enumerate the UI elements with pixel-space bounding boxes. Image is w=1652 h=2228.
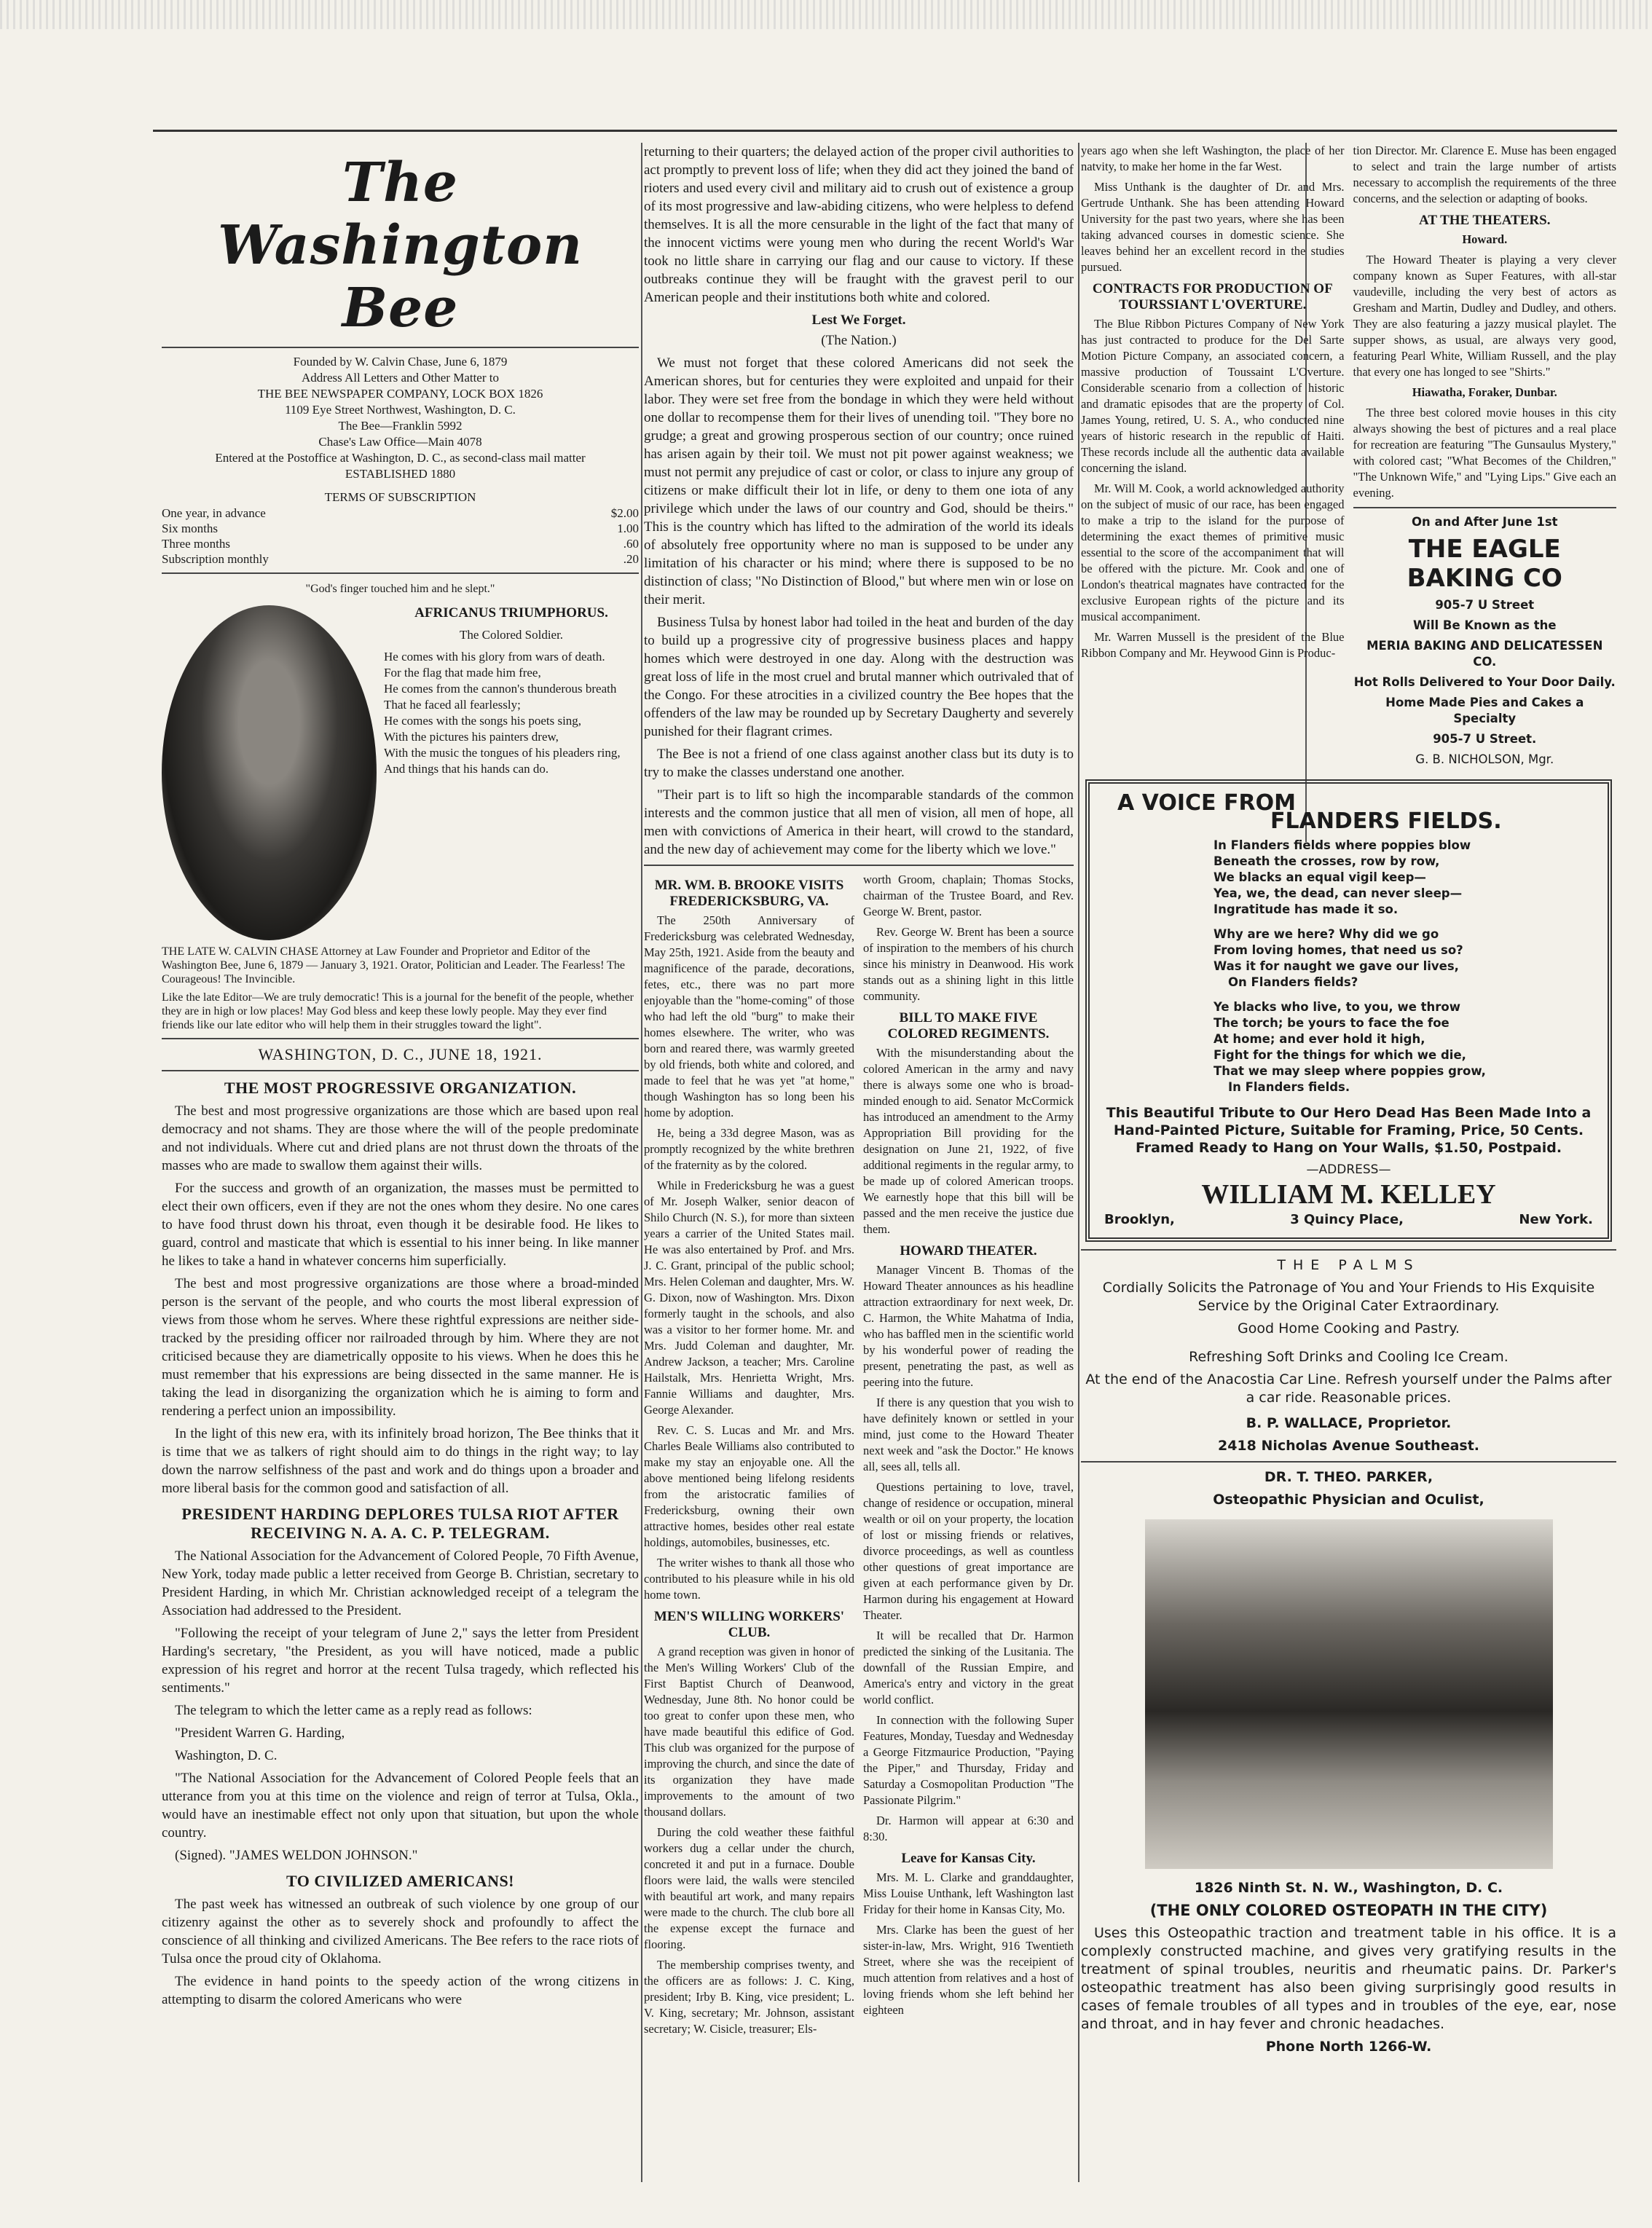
terms-amount: $2.00 <box>610 506 639 520</box>
parker-subtitle: Osteopathic Physician and Oculist, <box>1213 1492 1484 1508</box>
paragraph: Rev. George W. Brent has been a source of inspiration to the members of his church since his ministry in Deanwood. His work stands out as a shining light in this little community. <box>863 925 1074 1003</box>
paragraph: worth Groom, chaplain; Thomas Stocks, chairman of the Trustee Board, and Rev. George W. Brent, pastor. <box>863 873 1074 918</box>
poem-title: AFRICANUS TRIUMPHORUS. <box>414 605 608 621</box>
paragraph: Manager Vincent B. Thomas of the Howard Theater announces as his headline attraction extraordinary for next week, Dr. C. Harmon, the White Mahatma of India, who has baffled men in the scientific world by his wonderful power of reading the present, penetrating the past, as well as peering into the future. <box>863 1263 1074 1389</box>
verse-line: That we may sleep where poppies grow, <box>1214 1064 1486 1078</box>
masthead-title: The Washington Bee <box>217 151 583 339</box>
verse-line: Beneath the crosses, row by row, <box>1214 854 1440 868</box>
flanders-ad <box>1085 779 1612 1242</box>
bakery-address: 905-7 U Street <box>1435 598 1535 612</box>
poem-line: For the flag that made him free, <box>384 666 541 680</box>
paragraph: "Following the receipt of your telegram of June 2," says the letter from President Harding's secretary, "the President, as you will have noticed, made a public expression of his regret and horror at the recent Tulsa tragedy, which reflected his sentiments." <box>162 1626 639 1696</box>
parker-address: 1826 Ninth St. N. W., Washington, D. C. <box>1194 1880 1503 1896</box>
verse-line: At home; and ever hold it high, <box>1214 1032 1425 1046</box>
masthead-street: 1109 Eye Street Northwest, Washington, D. C. <box>285 403 516 417</box>
bakery-manager: G. B. NICHOLSON, Mgr. <box>1415 752 1554 766</box>
subheadline-howard: Howard. <box>1462 232 1508 246</box>
paragraph: The writer wishes to thank all those who contributed to his pleasure while in his old home town. <box>644 1556 854 1602</box>
flanders-title-2: FLANDERS FIELDS. <box>1270 808 1502 834</box>
paragraph: The past week has witnessed an outbreak of such violence by one group of our citizenry against the other as to severely shock and profoundly to affect the conscience of all thinking and civilized Americans. The Bee refers to the race riots of Tulsa once the proud city of Oklahoma. <box>162 1897 639 1967</box>
column-1 <box>162 143 639 2175</box>
paragraph: Mrs. M. L. Clarke and granddaughter, Miss Louise Unthank, left Washington last Friday for their home in Kansas City, Mo. <box>863 1870 1074 1916</box>
masthead-law-office: Chase's Law Office—Main 4078 <box>318 435 482 449</box>
editor-motto: Like the late Editor—We are truly democratic! This is a journal for the benefit of the people, whether they are in high or low places! May God bless and keep these lowly people. May they ever find friends like our late editor who will help them in their struggles toward the light". <box>162 991 634 1031</box>
scan-edge-noise <box>0 0 1652 29</box>
poem-line: He comes with his glory from wars of death. <box>384 650 605 664</box>
flanders-address <box>1104 1212 1593 1227</box>
flanders-street: 3 Quincy Place, <box>1290 1212 1404 1227</box>
poem-line: He comes with the songs his poets sing, <box>384 714 582 728</box>
paragraph: A grand reception was given in honor of the Men's Willing Workers' Club of the First Baptist Church of Deanwood, Wednesday, June 8th. No honor could be too great to confer upon these men, who have made beautiful this edifice of God. This club was organized for the purpose of improving the church, and since the date of its organization they have made improvements to the amount of two thousand dollars. <box>644 1645 854 1819</box>
flanders-title-1: A VOICE FROM <box>1117 790 1296 816</box>
terms-amount: .60 <box>623 537 639 551</box>
poem-line: With the pictures his painters drew, <box>384 730 559 744</box>
poem-subtitle: The Colored Soldier. <box>459 628 564 642</box>
divider <box>644 865 1074 866</box>
portrait-caption: THE LATE W. CALVIN CHASE Attorney at Law Founder and Proprietor and Editor of the Washington Bee, June 6, 1879 — January 3, 1921. Orator, Politician and Leader. The Fearless! The Courageous! The Invincible. <box>162 945 625 985</box>
palms-title: THE PALMS <box>1277 1257 1420 1273</box>
terms-row <box>162 536 639 551</box>
paragraph: returning to their quarters; the delayed action of the proper civil authorities to act promptly to prevent loss of life; when they did act they joined the band of rioters and used every civil and military aid to crush out of existence a group of its most progressive and law-abiding citizens, who were helpless to defend themselves. It is all the more censurable in the light of the fact that many of the innocent victims were young men who during the recent World's War took no little share in carrying our flag and our cause to victory. If these outbreaks continue they will be fraught with the gravest peril to our American people and their institutions both white and colored. <box>644 144 1074 305</box>
paragraph: The Bee is not a friend of one class against another class but its duty is to try to make the classes understand one another. <box>644 747 1074 780</box>
poem-line: He comes from the cannon's thunderous breath <box>384 682 617 696</box>
paragraph: In connection with the following Super Features, Monday, Tuesday and Wednesday a George Fitzmaurice Production, "Paying the Piper," and Thursday, Friday and Saturday a Cosmopolitan Production "The Passionate Pilgrim." <box>863 1713 1074 1807</box>
bakery-pies: Home Made Pies and Cakes a Specialty <box>1385 696 1584 725</box>
paragraph: It will be recalled that Dr. Harmon predicted the sinking of the Lusitania. The downfall of the Russian Empire, and America's entry and victory in the great world conflict. <box>863 1629 1074 1707</box>
paragraph: He, being a 33d degree Mason, was as promptly recognized by the white brethren of the fraternity as by the colored. <box>644 1126 854 1172</box>
headline-theaters: AT THE THEATERS. <box>1419 213 1551 228</box>
parker-tagline: (THE ONLY COLORED OSTEOPATH IN THE CITY) <box>1149 1902 1548 1919</box>
paragraph: Miss Unthank is the daughter of Dr. and Mrs. Gertrude Unthank. She has been attending Howard University for the past two years, where she has been taking advanced courses in domestic science. She leaves behind her an excellent record in the studies pursued. <box>1081 180 1345 274</box>
paragraph: With the misunderstanding about the colored American in the army and navy there is always some one who is broad-minded enough to aid. Senator McCormick has introduced an amendment to the Army Appropriation Bill providing for the designation on June 21, 1922, of five additional regiments in the regular army, to be made up of colored American troops. We earnestly hope that this bill will be passed and the men receive the justice due them. <box>863 1046 1074 1236</box>
verse-line: We blacks an equal vigil keep— <box>1214 870 1426 884</box>
headline-progressive: THE MOST PROGRESSIVE ORGANIZATION. <box>224 1079 577 1097</box>
bakery-new-name: MERIA BAKING AND DELICATESSEN CO. <box>1366 639 1603 669</box>
divider <box>162 1038 639 1039</box>
paragraph: Washington, D. C. <box>175 1748 278 1763</box>
subscription-table <box>162 505 639 567</box>
palms-line: Refreshing Soft Drinks and Cooling Ice Cream. <box>1189 1349 1509 1365</box>
masthead-address-line: Address All Letters and Other Matter to <box>302 371 499 385</box>
parker-body: Uses this Osteopathic traction and treatment table in his office. It is a complexly constructed machine, and gives very gratifying results in the treatment of spinal troubles, neuritis and rheumatic pains. Dr. Parker's osteopathic treatment has also been giving surprisingly good results in cases of female troubles of all types and in troubles of the eye, ear, nose and throat, and in hay fever and chronic headaches. <box>1081 1925 1616 2032</box>
terms-row <box>162 551 639 567</box>
subcolumn-left <box>644 872 854 2042</box>
headline-regiments: BILL TO MAKE FIVE COLORED REGIMENTS. <box>887 1010 1050 1042</box>
headline-kansas-city: Leave for Kansas City. <box>901 1851 1036 1866</box>
paragraph: "The National Association for the Advancement of Colored People feels that an utterance from you at this time on the violence and reign of terror at Tulsa, Okla., would have an inestimable effect not only upon that situation, but upon the whole country. <box>162 1771 639 1841</box>
paragraph: For the success and growth of an organization, the masses must be permitted to elect their own officers, even if they are not the ones whom they desire. No one cares to have food thrust down his throat, even though it be desirable food. He likes to guard, control and masticate that which is essential to his inner being. In like manner he likes to take a hand in whatever concerns him superficially. <box>162 1181 639 1269</box>
paragraph: tion Director. Mr. Clarence E. Muse has been engaged to select and train the large number of artists necessary to accomplish the requirements of the three concerns, and the selection or adapting of books. <box>1353 143 1616 205</box>
verse-line: Ye blacks who live, to you, we throw <box>1214 1000 1460 1014</box>
palms-line: Good Home Cooking and Pastry. <box>1238 1320 1460 1337</box>
poem <box>384 605 639 940</box>
masthead-founded: Founded by W. Calvin Chase, June 6, 1879 <box>293 355 508 369</box>
column-3 <box>1081 143 1616 2175</box>
subheadline-hiawatha: Hiawatha, Foraker, Dunbar. <box>1412 385 1557 399</box>
two-subcolumns <box>1081 143 1616 772</box>
divider <box>162 347 639 348</box>
terms-label: Six months <box>162 521 218 535</box>
paragraph: The 250th Anniversary of Fredericksburg was celebrated Wednesday, May 25th, 1921. Aside from the beauty and magnificence of the parade, decorations, fetes, etc., there was no part more enjoyable than the "home-coming" of those who had left the old "burg" to make their homes elsewhere. The writer, who was born and reared there, was warmly greeted by old friends, both white and colored, and made to feel that he was yet "at home," though Washington has so long been his home by adoption. <box>644 913 854 1119</box>
subcolumn-left <box>1081 143 1345 772</box>
paragraph: The Howard Theater is playing a very clever company known as Super Features, with all-star vaudeville, including the very best of actors as Gresham and Martin, Dudley and Dudley, and others. They are also featuring a jazzy musical playlet. The supper shows, as usual, are always very good, featuring Pearl White, William Russell, and the play that every one has longed to see "Shirts." <box>1353 253 1616 379</box>
verse-line: From loving homes, that need us so? <box>1214 943 1463 957</box>
poem-line: And things that his hands can do. <box>384 762 549 776</box>
terms-label: Subscription monthly <box>162 552 269 566</box>
terms-row <box>162 521 639 536</box>
column-rule-2 <box>1078 143 1079 2182</box>
palms-address: 2418 Nicholas Avenue Southeast. <box>1217 1438 1480 1454</box>
verse-line: Yea, we, the dead, can never sleep— <box>1214 886 1463 900</box>
verse-line: Why are we here? Why did we go <box>1214 927 1439 941</box>
dateline: WASHINGTON, D. C., JUNE 18, 1921. <box>258 1045 543 1063</box>
paragraph: The Blue Ribbon Pictures Company of New York has just contracted to produce for the Del Sarte Motion Picture Company, an associated concern, a massive production of Toussaint L'Overture. Considerable scenario from a collection of historic and dramatic episodes that are the property of Col. James Young, retired, U. S. A., who conducted nine years of historic research in the republic of Haiti. These records include all the authentic data available concerning the island. <box>1081 317 1345 475</box>
paragraph: The membership comprises twenty, and the officers are as follows: J. C. King, president; Irby B. King, vice president; L. V. King, secretary; Mr. Johnson, assistant secretary; W. Cisicle, treasurer; Els- <box>644 1958 854 2036</box>
palms-ad <box>1081 1256 1616 1455</box>
verse-line: On Flanders fields? <box>1228 975 1358 989</box>
headline-brooke: MR. WM. B. BROOKE VISITS FREDERICKSBURG, VA. <box>654 878 844 909</box>
masthead-entered: Entered at the Postoffice at Washington, D. C., as second-class mail matter <box>215 451 586 465</box>
paragraph: During the cold weather these faithful workers dug a cellar under the church, concreted it and put in a furnace. Double floors were laid, the walls were stenciled with beautiful art work, and many repairs were made to the church. The club bore all the expense except the furnace and flooring. <box>644 1825 854 1951</box>
headline-howard-theater: HOWARD THEATER. <box>900 1243 1037 1259</box>
flanders-name: WILLIAM M. KELLEY <box>1201 1179 1496 1210</box>
flanders-address-label: —ADDRESS— <box>1306 1162 1391 1177</box>
parker-phone: Phone North 1266-W. <box>1265 2039 1432 2055</box>
flanders-state: New York. <box>1519 1212 1593 1227</box>
bakery-ad <box>1353 514 1617 768</box>
flanders-city: Brooklyn, <box>1104 1212 1175 1227</box>
palms-line: At the end of the Anacostia Car Line. Refresh yourself under the Palms after a car ride. Reasonable prices. <box>1085 1371 1612 1406</box>
paragraph: Business Tulsa by honest labor had toiled in the heat and burden of the day to build up a progressive city of progressive business places and happy homes which were destroyed in one day. Along with the destruction was great loss of life in the most cruel and brutal manner which outrivaled that of the Congo. For these atrocities in a civilized country the Bee hopes that the offenders of the law may be rounded up by Secretary Daugherty and severely punished for their flagrant crimes. <box>644 615 1074 739</box>
poem-line: That he faced all fearlessly; <box>384 698 521 712</box>
paragraph: The National Association for the Advancement of Colored People, 70 Fifth Avenue, New York, today made public a letter received from George B. Christian, secretary to President Harding, in which Mr. Christian acknowledged receipt of a telegram the Association had addressed to the President. <box>162 1548 639 1618</box>
paragraph: Mrs. Clarke has been the guest of her sister-in-law, Mrs. Wright, 916 Twentieth Street, where she was the receipient of much attention from relatives and a host of loving friends whom she left behind her eighteen <box>863 1923 1074 2017</box>
portrait-photo <box>162 605 377 940</box>
paragraph: Rev. C. S. Lucas and Mr. and Mrs. Charles Beale Williams also contributed to make my stay an enjoyable one. All the above mentioned being lifelong residents from the aristocratic families of Fredericksburg, owning their own attractive homes, besides other real estate holdings, automobiles, businesses, etc. <box>644 1423 854 1549</box>
headline-source: (The Nation.) <box>821 333 897 348</box>
bakery-name: THE EAGLE BAKING CO <box>1407 535 1562 593</box>
masthead-phone: The Bee—Franklin 5992 <box>338 419 463 433</box>
column-2 <box>644 143 1074 2175</box>
headline-lest-we-forget: Lest We Forget. <box>811 312 906 328</box>
paragraph: Mr. Will M. Cook, a world acknowledged authority on the subject of music of our race, has been engaged to make a trip to the island for the purpose of determining the exact themes of primitive music essential to the score of the accompaniment that will be offered with the picture. Mr. Cook and one of London's theatrical magnates have contracted for the exclusive European rights of the picture and its musical accompaniment. <box>1081 481 1345 623</box>
divider <box>1081 1249 1616 1251</box>
masthead-established: ESTABLISHED 1880 <box>345 467 456 481</box>
subcolumn-right <box>863 872 1074 2042</box>
bakery-rolls: Hot Rolls Delivered to Your Door Daily. <box>1353 675 1616 689</box>
bakery-intro: On and After June 1st <box>1411 515 1558 529</box>
terms-label: One year, in advance <box>162 506 266 520</box>
paragraph: "Their part is to lift so high the incomparable standards of the common interests and the common justice that all men of vision, all men of hope, all men with convictions of America in their heart, will crowd to the standard, and the new day of achievement may come for the liberty which we love." <box>644 787 1074 857</box>
poem-line: With the music the tongues of his pleaders ring, <box>384 746 621 760</box>
verse-line: The torch; be yours to face the foe <box>1214 1016 1450 1030</box>
paragraph: years ago when she left Washington, the place of her natvity, to make her home in the far West. <box>1081 143 1345 173</box>
parker-title: DR. T. THEO. PARKER, <box>1264 1469 1433 1485</box>
palms-line: Cordially Solicits the Patronage of You and Your Friends to His Exquisite Service by the Original Cater Extraordinary. <box>1102 1280 1595 1314</box>
terms-label: Three months <box>162 537 230 551</box>
paragraph: The best and most progressive organizations are those where a broad-minded person is the servant of the people, and who courts the most liberal expression of views from those whom he serves. Where these rightful expressions are neither side-tracked by the presiding officer nor railroaded through by him. Where they are not criticised because they are diametrically opposite to his views. When he does this he must remember that his expressions are being dissected in the same manner. He is taking the lead in disorganizing the organization which he is aiming to form and rendering a perfect union an impossibility. <box>162 1276 639 1419</box>
terms-amount: .20 <box>623 552 639 566</box>
paragraph: The evidence in hand points to the speedy action of the wrong citizens in attempting to disarm the colored Americans who were <box>162 1974 639 2007</box>
paragraph: Mr. Warren Mussell is the president of the Blue Ribbon Company and Mr. Heywood Ginn is Produc- <box>1081 630 1345 660</box>
divider <box>162 1070 639 1071</box>
verse-line: Was it for naught we gave our lives, <box>1214 959 1459 973</box>
epigraph: "God's finger touched him and he slept." <box>305 583 495 595</box>
subcolumn-right <box>1353 143 1617 772</box>
verse-line: Fight for the things for which we die, <box>1214 1048 1466 1062</box>
masthead-company: THE BEE NEWSPAPER COMPANY, LOCK BOX 1826 <box>257 387 543 401</box>
palms-proprietor: B. P. WALLACE, Proprietor. <box>1246 1415 1452 1431</box>
terms-row <box>162 505 639 521</box>
paragraph: The best and most progressive organizations are those which are based upon real democracy and not shams. They are those where the will of the people predominate and not individuals. Where cut and dried plans are not thrust down the throats of the masses who are made to swallow them against their wills. <box>162 1103 639 1173</box>
flanders-body: This Beautiful Tribute to Our Hero Dead Has Been Made Into a Hand-Painted Picture, Suitable for Framing, Price, 50 Cents. Framed Ready to Hang on Your Walls, $1.50, Postpaid. <box>1106 1105 1592 1156</box>
headline-contracts: CONTRACTS FOR PRODUCTION OF TOURSSIANT L'OVERTURE. <box>1092 281 1333 312</box>
bakery-address-2: 905-7 U Street. <box>1433 732 1537 746</box>
paragraph: (Signed). "JAMES WELDON JOHNSON." <box>175 1848 418 1863</box>
paragraph: The three best colored movie houses in this city always showing the best of pictures and a real place for recreation are featuring "The Gunsaulus Mystery," with colored cast; "What Becomes of the Children," "The Unknown Wife," and "Lying Lips." Give each an evening. <box>1353 406 1616 500</box>
treatment-table-photo <box>1145 1519 1553 1869</box>
parker-ad <box>1081 1468 1616 2056</box>
two-subcolumns <box>644 872 1074 2042</box>
paragraph: "President Warren G. Harding, <box>175 1725 345 1741</box>
verse-line: In Flanders fields. <box>1228 1080 1350 1094</box>
column-rule-1 <box>641 143 642 2182</box>
portrait-section <box>162 605 639 940</box>
paragraph: Questions pertaining to love, travel, change of residence or occupation, mineral wealth or oil on your property, the location of lost or missing friends or relatives, divorce proceedings, as well as countless other questions of great importance are given at each performance given by Dr. Harmon during his engagement at Howard Theater. <box>863 1480 1074 1622</box>
paragraph: The telegram to which the letter came as a reply read as follows: <box>175 1703 532 1718</box>
divider <box>1353 507 1617 508</box>
divider <box>162 572 639 574</box>
divider <box>1081 1461 1616 1463</box>
terms-amount: 1.00 <box>617 521 639 535</box>
paragraph: Dr. Harmon will appear at 6:30 and 8:30. <box>863 1814 1074 1843</box>
headline-civilized: TO CIVILIZED AMERICANS! <box>286 1872 515 1890</box>
headline-willing-workers: MEN'S WILLING WORKERS' CLUB. <box>653 1609 845 1640</box>
top-rule <box>153 130 1617 132</box>
headline-harding: PRESIDENT HARDING DEPLORES TULSA RIOT AFTER RECEIVING N. A. A. C. P. TELEGRAM. <box>181 1505 619 1542</box>
terms-heading: TERMS OF SUBSCRIPTION <box>324 490 476 504</box>
paragraph: If there is any question that you wish to have definitely known or settled in your mind, just come to the Howard Theater next week and "ask the Doctor." He knows all, sees all, tells all. <box>863 1396 1074 1473</box>
bakery-known: Will Be Known as the <box>1412 618 1557 632</box>
verse-line: Ingratitude has made it so. <box>1214 902 1399 916</box>
paragraph: While in Fredericksburg he was a guest of Mr. Joseph Walker, senior deacon of Shilo Church (N. S.), for more than sixteen years a carrier of the United States mail. He was also entertained by Prof. and Mrs. J. C. Grant, principal of the public school; Mrs. Helen Coleman and daughter, Mrs. W. G. Dixon, now of Washington. Mrs. Dixon formerly taught in the schools, and also was a visitor to her former home. Mr. and Mrs. Judd Coleman and daughter, Mr. Andrew Jackson, a teacher; Mrs. Caroline Hailstalk, Mrs. Henrietta Wright, Mrs. Fannie Williams and daughter, Mrs. George Alexander. <box>644 1178 854 1417</box>
paragraph: We must not forget that these colored Americans did not seek the American shores, but for centuries they were exploited and unpaid for their labor. They were set free from the bondage in which they were held without one dollar to recompense them for their lives of unending toil. "They bore no grudge; a great and growing prosperous section of our country; once ruined has arisen again by their toil. We must not pit power against weakness; we must not permit any prejudice of cast or color, or class to injure any group of citizens or make difficult their lot in life, or deny to them one iota of any privilege which under the laws of our country and God, should be theirs." This is the country which has lifted to the admiration of the world its ideals of absolutely free opportunity where no man is supposed to be under any limitation of his character or his mind; where there is supposed to be no distinction of class; "No Distinction of Blood," but where men win or lose on their merit. <box>644 355 1074 607</box>
paragraph: In the light of this new era, with its infinitely broad horizon, The Bee thinks that it is time that we as talkers of right should aim to do things in the right way; to lay down the narrow selfishness of the past and work and do things upon a broader and more liberal basis for the common good and satisfaction of all. <box>162 1426 639 1496</box>
verse-line: In Flanders fields where poppies blow <box>1214 838 1471 852</box>
